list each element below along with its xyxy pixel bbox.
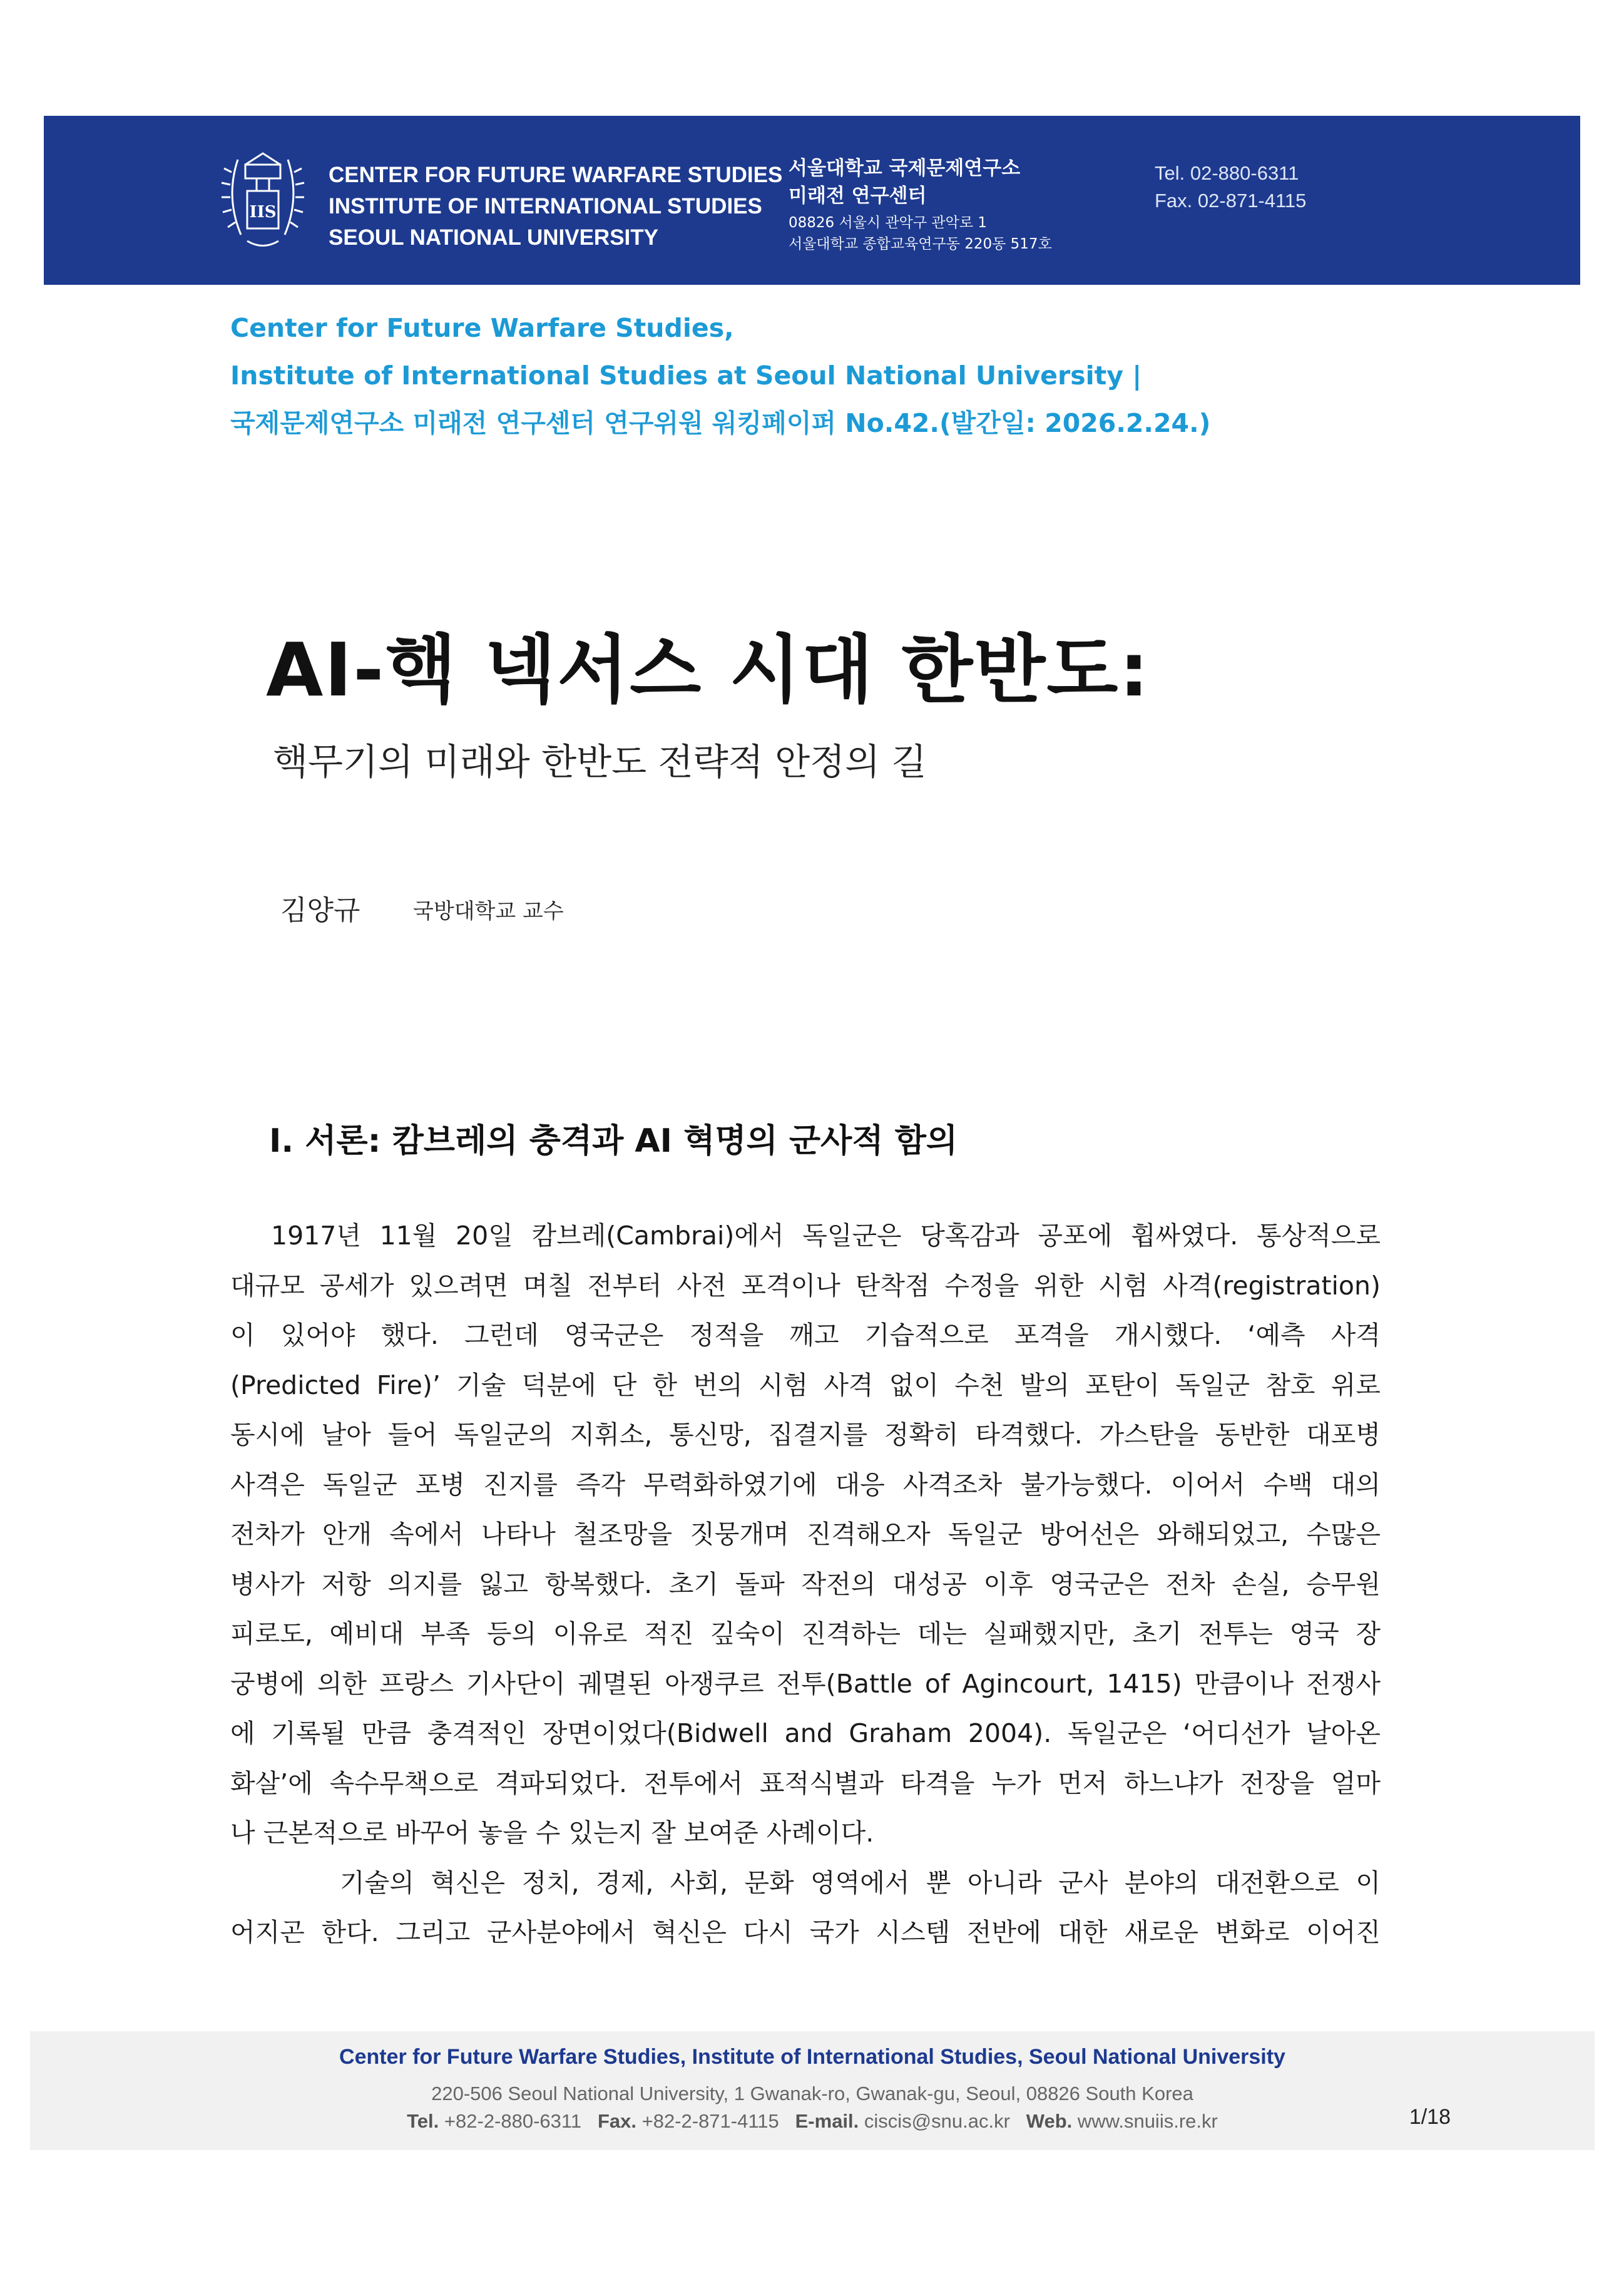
series-line3: 국제문제연구소 미래전 연구센터 연구위원 워킹페이퍼 No.42.(발간일: 2026.2.24.) (230, 408, 1211, 438)
header-eng-line2: INSTITUTE OF INTERNATIONAL STUDIES (329, 194, 762, 218)
header-contact (1155, 160, 1306, 215)
header-kor-line1: 서울대학교 국제문제연구소 (789, 157, 1021, 180)
header-fax: Fax. 02-871-4115 (1155, 190, 1307, 212)
header-kor-line2: 미래전 연구센터 (789, 185, 927, 207)
paper-series-info (230, 304, 1210, 447)
author-affiliation: 국방대학교 교수 (413, 899, 564, 924)
body-line: 사격은 독일군 포병 진지를 즉각 무력화하였기에 대응 사격조차 불가능했다. 이어서 수백 대의 (230, 1469, 1381, 1500)
page-number: 1/18 (1409, 2105, 1451, 2129)
paper-subtitle: 핵무기의 미래와 한반도 전략적 안정의 길 (273, 741, 927, 783)
series-line1: Center for Future Warfare Studies, (230, 313, 734, 343)
footer-contact (30, 2110, 1595, 2133)
body-text (230, 1211, 1381, 1958)
footer-email-label: E-mail. (795, 2110, 859, 2132)
footer-fax: +82-2-871-4115 (641, 2110, 779, 2132)
body-line: 에 기록될 만큼 충격적인 장면이었다(Bidwell and Graham 2004). 독일군은 ‘어디선가 날아온 (230, 1718, 1381, 1748)
body-line: 동시에 날아 들어 독일군의 지휘소, 통신망, 집결지를 정확히 타격했다. 가스탄을 동반한 대포병 (230, 1420, 1381, 1450)
body-line: 전차가 안개 속에서 나타나 철조망을 짓뭉개며 진격해오자 독일군 방어선은 와해되었고, 수많은 (230, 1519, 1381, 1549)
footer-tel: +82-2-880-6311 (444, 2110, 582, 2132)
paper-title: AI-핵 넥서스 시대 한반도: (266, 627, 1150, 713)
body-line: 병사가 저항 의지를 잃고 항복했다. 초기 돌파 작전의 대성공 이후 영국군은 전차 손실, 승무원 (230, 1569, 1381, 1599)
body-line: 어지곤 한다. 그리고 군사분야에서 혁신은 다시 국가 시스템 전반에 대한 새로운 변화로 이어진 (230, 1917, 1381, 1947)
header-tel: Tel. 02-880-6311 (1155, 162, 1299, 184)
page-footer (30, 2031, 1595, 2150)
header-banner (44, 116, 1580, 285)
body-line: 나 근본적으로 바꾸어 놓을 수 있는지 잘 보여준 사례이다. (230, 1818, 874, 1848)
header-english-name (329, 160, 782, 254)
body-line: 대규모 공세가 있으려면 며칠 전부터 사전 포격이나 탄착점 수정을 위한 시험 사격(registration) (230, 1270, 1381, 1301)
header-eng-line3: SEOUL NATIONAL UNIVERSITY (329, 225, 658, 250)
footer-web-label: Web. (1026, 2110, 1073, 2132)
body-line: 1917년 11월 20일 캄브레(Cambrai)에서 독일군은 당혹감과 공포에 휩싸였다. 통상적으로 (271, 1221, 1381, 1251)
snu-emblem-logo (213, 147, 313, 254)
body-line: 궁병에 의한 프랑스 기사단이 궤멸된 아쟁쿠르 전투(Battle of Agincourt, 1415) 만큼이나 전쟁사 (230, 1668, 1381, 1699)
logo-text: IIS (249, 203, 277, 222)
body-line: 기술의 혁신은 정치, 경제, 사회, 문화 영역에서 뿐 아니라 군사 분야의 대전환으로 이 (340, 1867, 1381, 1898)
body-line: 피로도, 예비대 부족 등의 이유로 적진 깊숙이 진격하는 데는 실패했지만, 초기 전투는 영국 장 (230, 1619, 1381, 1649)
footer-web[interactable]: www.snuiis.re.kr (1077, 2110, 1218, 2132)
header-kor-addr1: 08826 서울시 관악구 관악로 1 (789, 215, 988, 231)
footer-address: 220-506 Seoul National University, 1 Gwanak-ro, Gwanak-gu, Seoul, 08826 South Korea (431, 2083, 1193, 2104)
header-kor-addr2: 서울대학교 종합교육연구동 220동 517호 (789, 236, 1052, 252)
header-korean-name (789, 155, 1052, 255)
body-line: 이 있어야 했다. 그런데 영국군은 정적을 깨고 기습적으로 포격을 개시했다. ‘예측 사격 (230, 1320, 1381, 1350)
body-line: (Predicted Fire)’ 기술 덕분에 단 한 번의 시험 사격 없이 수천 발의 포탄이 독일군 참호 위로 (230, 1370, 1381, 1400)
footer-tel-label: Tel. (407, 2110, 439, 2132)
footer-email[interactable]: ciscis@snu.ac.kr (864, 2110, 1010, 2132)
body-line: 화살’에 속수무책으로 격파되었다. 전투에서 표적식별과 타격을 누가 먼저 하느냐가 전장을 얼마 (230, 1768, 1381, 1798)
footer-org-name: Center for Future Warfare Studies, Institute of International Studies, Seoul National University (339, 2045, 1285, 2069)
section-heading: I. 서론: 캄브레의 충격과 AI 혁명의 군사적 함의 (269, 1122, 958, 1160)
author-name: 김양규 (280, 894, 360, 926)
header-eng-line1: CENTER FOR FUTURE WARFARE STUDIES (329, 163, 783, 187)
footer-fax-label: Fax. (597, 2110, 636, 2132)
series-line2: Institute of International Studies at Seoul National University | (230, 361, 1142, 391)
